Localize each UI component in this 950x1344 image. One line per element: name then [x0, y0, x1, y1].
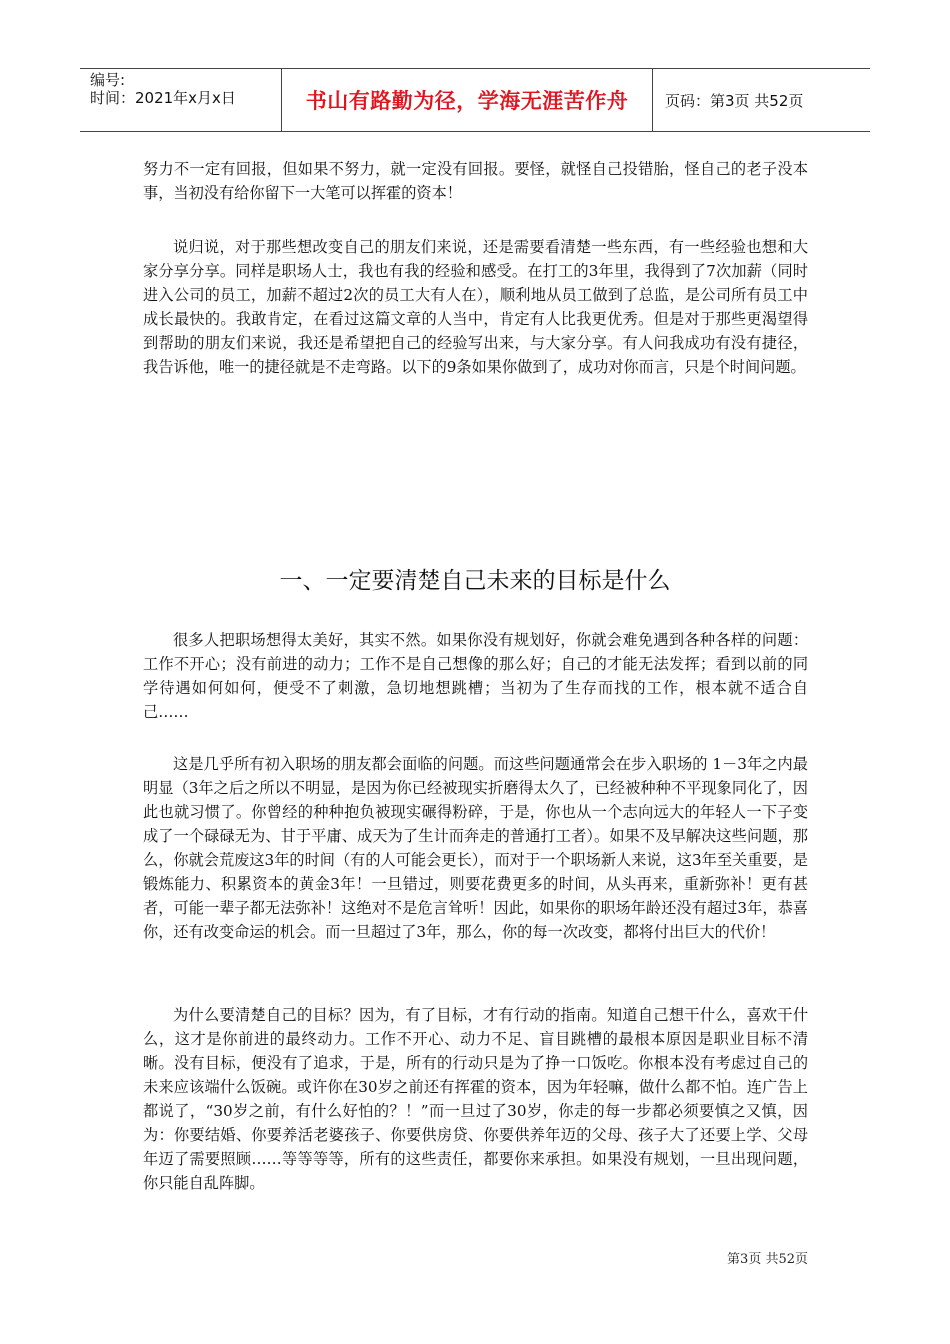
header-motto-cell: [281, 69, 653, 131]
paragraph: 努力不一定有回报，但如果不努力，就一定没有回报。要怪，就怪自己投错胎，怪自己的老子没本事，当初没有给你留下一大笔可以挥霍的资本！: [143, 160, 808, 202]
number-label: 编号:: [90, 71, 126, 89]
intro-block: [143, 157, 808, 205]
paragraph: 很多人把职场想得太美好，其实不然。如果你没有规划好，你就会难免遇到各种各样的问题：工作不开心；没有前进的动力；工作不是自己想像的那么好；自己的才能无法发挥；看到以前的同学待遇如何如何，便受不了刺激，急切地想跳槽；当初为了生存而找的工作，根本就不适合自己……: [143, 631, 808, 721]
paragraph: 为什么要清楚自己的目标？因为，有了目标，才有行动的指南。知道自己想干什么，喜欢干什么，这才是你前进的最终动力。工作不开心、动力不足、盲目跳槽的最根本原因是职业目标不清晰。没有目标，便没有了追求，于是，所有的行动只是为了挣一口饭吃。你根本没有考虑过自己的未来应该端什么饭碗。或许你在30岁之前还有挥霍的资本，因为年轻嘛，做什么都不怕。连广告上都说了，“30岁之前，有什么好怕的？！”而一旦过了30岁，你走的每一步都必须要慎之又慎，因为：你要结婚、你要养活老婆孩子、你要供房贷、你要供养年迈的父母、孩子大了还要上学、父母年迈了需要照顾……等等等等，所有的这些责任，都要你来承担。如果没有规划，一旦出现问题，你只能自乱阵脚。: [143, 1006, 808, 1192]
page-footer: 第3页 共52页: [727, 1252, 808, 1267]
paragraph: 说归说，对于那些想改变自己的朋友们来说，还是需要看清楚一些东西，有一些经验也想和大家分享分享。同样是职场人士，我也有我的经验和感受。在打工的3年里，我得到了7次加薪（同时进入公司的员工，加薪不超过2次的员工大有人在），顺利地从员工做到了总监，是公司所有员工中成长最快的。我敢肯定，在看过这篇文章的人当中，肯定有人比我更优秀。但是对于那些更渴望得到帮助的朋友们来说，我还是希望把自己的经验写出来，与大家分享。有人问我成功有没有捷径，我告诉他，唯一的捷径就是不走弯路。以下的9条如果你做到了，成功对你而言，只是个时间问题。: [143, 238, 808, 376]
header-meta: [80, 69, 281, 131]
page-info: 页码：第3页 共52页: [665, 91, 804, 110]
page-header: [80, 68, 870, 132]
header-page-cell: [653, 69, 870, 131]
section-para-3: [143, 1003, 808, 1195]
section-para-1: [143, 628, 808, 724]
paragraph: 这是几乎所有初入职场的朋友都会面临的问题。而这些问题通常会在步入职场的 1－3年之内最明显（3年之后之所以不明显，是因为你已经被现实折磨得太久了，已经被种种不平现象同化了，因此也就习惯了。你曾经的种种抱负被现实碾得粉碎，于是，你也从一个志向远大的年轻人一下子变成了一个碌碌无为、甘于平庸、成天为了生计而奔走的普通打工者）。如果不及早解决这些问题，那么，你就会荒废这3年的时间（有的人可能会更长），而对于一个职场新人来说，这3年至关重要，是锻炼能力、积累资本的黄金3年！一旦错过，则要花费更多的时间，从头再来，重新弥补！更有甚者，可能一辈子都无法弥补！这绝对不是危言耸听！因此，如果你的职场年龄还没有超过3年，恭喜你，还有改变命运的机会。而一旦超过了3年，那么，你的每一次改变，都将付出巨大的代价！: [143, 755, 808, 941]
date-label: 时间：2021年x月x日: [90, 89, 236, 107]
section-heading: 一、一定要清楚自己未来的目标是什么: [279, 568, 671, 594]
section-para-2: [143, 752, 808, 944]
intro-block-2: [143, 235, 808, 379]
motto: 书山有路勤为径，学海无涯苦作舟: [305, 89, 629, 113]
